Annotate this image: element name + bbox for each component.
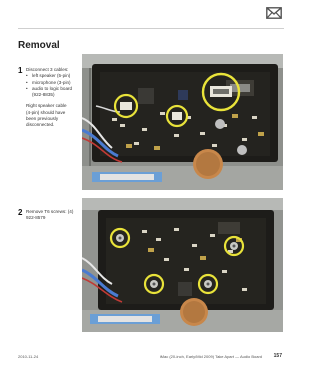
step-intro: Remove T6 screws: (4) 922-8579 xyxy=(26,209,74,221)
step-instructions xyxy=(26,209,78,222)
envelope-icon[interactable] xyxy=(266,7,282,19)
audio-board-screws-photo xyxy=(82,198,283,332)
step-number: 2 xyxy=(18,208,23,217)
audio-board-photo xyxy=(82,54,283,190)
step-intro: Disconnect 3 cables: xyxy=(26,67,69,72)
cable-list xyxy=(26,73,78,98)
footer-date: 2010-11-24 xyxy=(18,354,39,359)
step-note: Right speaker cable (4-pin) should have been previously disconnected. xyxy=(26,103,67,128)
header-divider xyxy=(18,28,284,29)
footer-title: iMac (20-inch, Early/Mid 2009) Take Apart — Audio Board xyxy=(159,354,262,359)
page-number: 157 xyxy=(273,353,282,359)
section-title: Removal xyxy=(18,40,60,51)
list-item: • left speaker (5-pin) xyxy=(26,73,78,79)
step-instructions xyxy=(26,67,78,129)
step-number: 1 xyxy=(18,66,23,75)
list-item: • microphone (3-pin) xyxy=(26,80,78,86)
list-item: • audio to logic board (922-8835) xyxy=(26,86,78,99)
